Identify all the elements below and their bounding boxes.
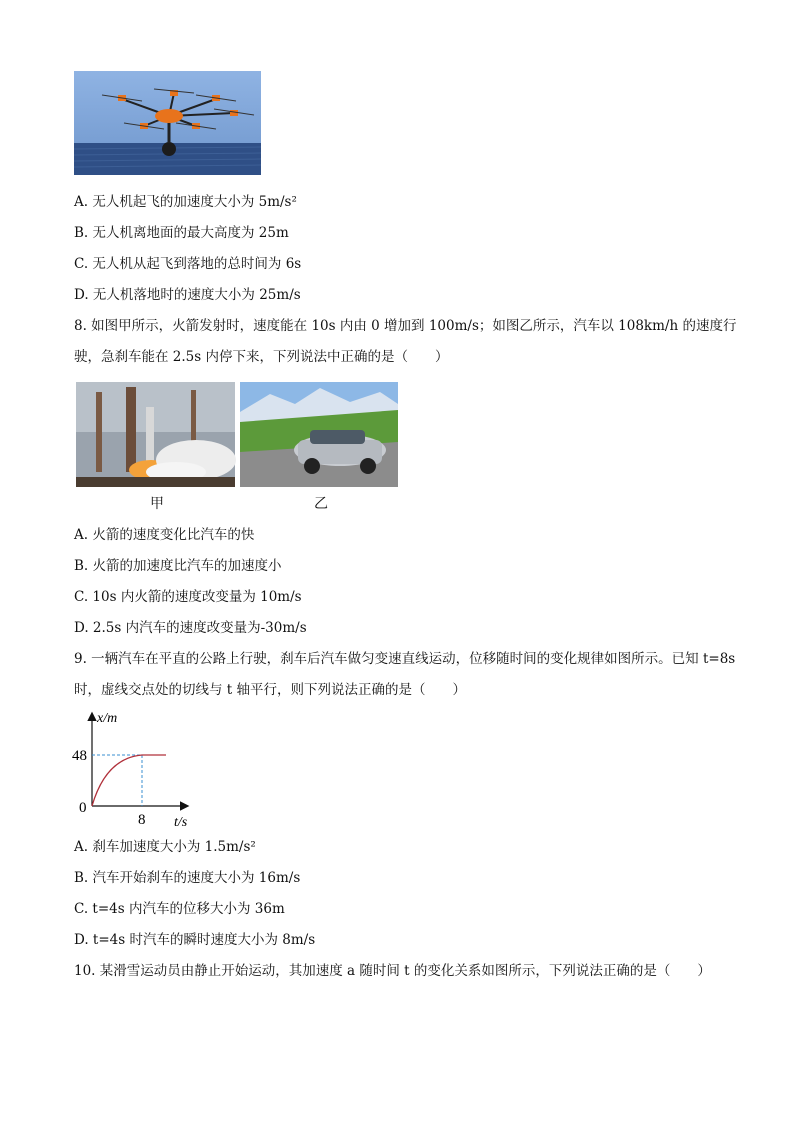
q8-option-b: B. 火箭的加速度比汽车的加速度小 — [74, 558, 282, 574]
q9-stem-line1: 9. 一辆汽车在平直的公路上行驶，刹车后汽车做匀变速直线运动，位移随时间的变化规律如图所示。已知 t=8s — [74, 651, 736, 667]
q8-option-a: A. 火箭的速度变化比汽车的快 — [74, 527, 255, 543]
x-axis-label: t/s — [174, 815, 188, 830]
rocket-launch-photo — [76, 382, 235, 487]
drone-photo — [74, 71, 261, 175]
q10-stem: 10. 某滑雪运动员由静止开始运动，其加速度 a 随时间 t 的变化关系如图所示，下列说法正确的是（ ） — [74, 963, 711, 979]
caption-jia: 甲 — [150, 496, 164, 512]
caption-yi: 乙 — [314, 496, 328, 512]
q9-option-c: C. t=4s 内汽车的位移大小为 36m — [74, 901, 285, 917]
car-photo — [240, 382, 398, 487]
q8-option-c: C. 10s 内火箭的速度改变量为 10m/s — [74, 589, 302, 605]
q7-option-d: D. 无人机落地时的速度大小为 25m/s — [74, 287, 301, 303]
q8-stem-line1: 8. 如图甲所示，火箭发射时，速度能在 10s 内由 0 增加到 100m/s；如图乙所示，汽车以 108km/h 的速度行 — [74, 318, 737, 334]
q8-option-d: D. 2.5s 内汽车的速度改变量为-30m/s — [74, 620, 307, 636]
displacement-time-graph — [74, 708, 199, 834]
y-axis-label: x/m — [97, 711, 118, 726]
x-tick-8: 8 — [138, 812, 146, 828]
q9-option-b: B. 汽车开始刹车的速度大小为 16m/s — [74, 870, 301, 886]
q9-stem-line2: 时，虚线交点处的切线与 t 轴平行，则下列说法正确的是（ ） — [74, 682, 467, 698]
q7-option-b: B. 无人机离地面的最大高度为 25m — [74, 225, 289, 241]
origin-label: 0 — [79, 800, 87, 816]
q8-stem-line2: 驶，急刹车能在 2.5s 内停下来，下列说法中正确的是（ ） — [74, 349, 449, 365]
displacement-curve — [92, 755, 166, 806]
q9-option-a: A. 刹车加速度大小为 1.5m/s² — [74, 839, 256, 855]
q7-option-c: C. 无人机从起飞到落地的总时间为 6s — [74, 256, 302, 272]
y-tick-48: 48 — [72, 748, 87, 764]
q9-option-d: D. t=4s 时汽车的瞬时速度大小为 8m/s — [74, 932, 316, 948]
q7-option-a: A. 无人机起飞的加速度大小为 5m/s² — [74, 194, 297, 210]
